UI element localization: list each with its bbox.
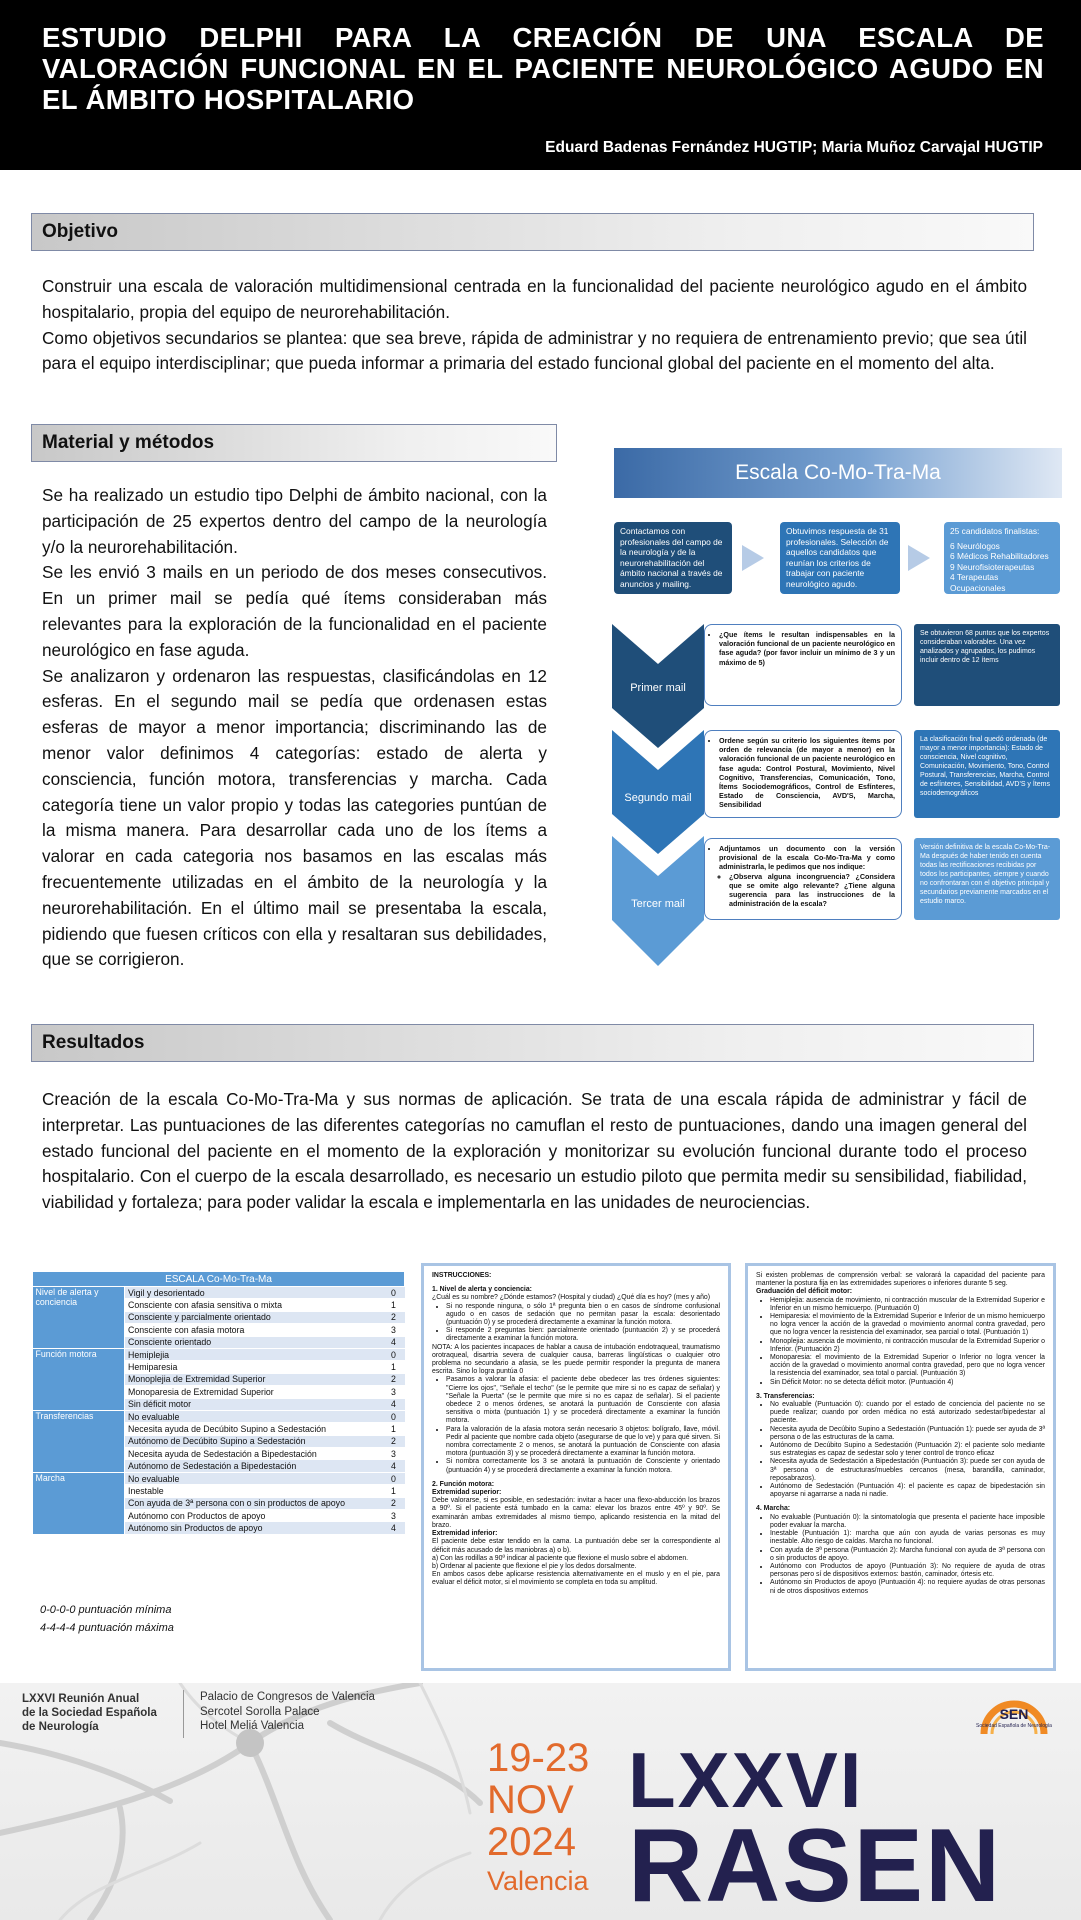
instructions-bullet: • Necesita ayuda de Sedestación a Bipedestación (Puntuación 3): puede ser con ayuda de 3ª persona o de estructuras/muebles cercanos (mesa, barandilla, caminador, reposabrazos). [770,1458,1045,1483]
scale-item: Consciente con afasia motora [125,1324,383,1336]
scale-table-title: ESCALA Co-Mo-Tra-Ma [33,1272,405,1287]
scale-points: 2 [383,1435,405,1447]
instructions-text: ¿Cuál es su nombre? ¿Dónde estamos? (Hospital y ciudad) ¿Qué día es hoy? (mes y año) [432,1294,711,1302]
poster-authors: Eduard Badenas Fernández HUGTIP; Maria Muñoz Carvajal HUGTIP [545,139,1043,156]
min-score-note: 0-0-0-0 puntuación mínima [40,1604,172,1616]
instructions-text: En ambos casos debe aplicarse resistencia alternativamente en el muslo y en el pie, para evaluar el déficit motor, si el movimiento se completa en toda su amplitud. [432,1571,720,1587]
metodos-paragraph-3: Se analizaron y ordenaron las respuestas, clasificándolas en 12 esferas. En el segundo mail se pedía que ordenasen estas esferas de mayor a menor importancia; discriminando las de menor valor definimos 4 categorías: estado de alerta y consciencia, función motora, transferencias y marcha. Cada categoría tiene un valor propio y todas las categories puntúan de la misma manera. Para desarrollar cada uno de los ítems a valorar en cada categoria nos basamos en las escalas más frecuentemente utilizadas en el ámbito de la neurología y la neurorehabilitación. En el último mail se presentaba la escala, pidiendo que fuesen críticos con ella y resaltaran sus debilidades, que se corrigieron. [42,665,547,970]
second-mail-question [704,730,902,818]
third-mail-question [704,838,902,920]
brand-name: RASEN [628,1808,1003,1920]
resultados-paragraph: Creación de la escala Co-Mo-Tra-Ma y sus normas de aplicación. Se trata de una escala rápida de administrar y fácil de interpretar. Las puntuaciones de las diferentes categorías no camuflan el resto de puntuaciones, dando una imagen general del estado funcional del paciente en el momento de la exploración y monitorizar su evolución funcional durante todo el proceso hospitalario. Con el cuerpo de la escala desarrollado, es necesario un estudio piloto que permita medir su sensibilidad, fiabilidad, viabilidad y fortaleza; para poder validar la escala e implementarla en las unidades de neurociencias. [42,1089,1027,1213]
instructions-subtitle: Extremidad superior: [432,1489,502,1497]
instructions-bullet: • Sin Déficit Motor: no se detecta déficit motor. (Puntuación 4) [770,1379,1045,1387]
brand-edition: LXXVI [628,1736,864,1824]
objetivo-paragraph-2: Como objetivos secundarios se plantea: que sea breve, rápida de administrar y no requiera de entrenamiento previo; que sea útil para el equipo interdisciplinar; que pueda informar a primaria del estado funcional global del paciente en el momento del alta. [42,327,1027,374]
instructions-bullet: • Autónomo con Productos de apoyo (Puntuación 3): No requiere de ayuda de otras personas pero sí de dispositivos externos: bastón, caminador, órtesis etc. [770,1563,1045,1579]
third-mail-question-text: • Adjuntamos un documento con la versión provisional de la escala Co-Mo-Tra-Ma y como administrarla, le pedimos que nos indique: [719,844,895,872]
footer-divider [183,1690,184,1738]
first-mail-question-text: • ¿Que ítems le resultan indispensables en la valoración funcional de un paciente neurológico en fase aguda? (por favor incluir un mínimo de 3 y un máximo de 5) [719,630,895,667]
third-mail-label: Tercer mail [631,898,685,910]
scale-points: 4 [383,1336,405,1348]
event-dates-days: 19-23 [487,1736,590,1780]
scale-item: Necesita ayuda de Decúbito Supino a Sedestación [125,1423,383,1435]
arrow-right-icon [908,545,930,571]
instructions-bullet: • Con ayuda de 3ª persona (Puntuación 2): Marcha funcional con ayuda de 3ª persona con o sin productos de apoyo. [770,1547,1045,1563]
meeting-line: de Neurología [22,1721,99,1733]
second-mail-question-text: • Ordene según su criterio los siguientes ítems por orden de relevancia (de mayor a menor) en la valoración funcional de un paciente neurológico en fase aguda: Control Postural, Movimiento, Nivel Cognitivo, Transferencias, Comunicación, Tono, Ítems Sociodemográficos, Control de Esfínteres, Estado de Consciencia, AVD'S, Marcha, Sensibilidad [719,736,895,810]
process-step-contact: Contactamos con profesionales del campo de la neurología y de la neurorehabilitación del ámbito nacional a través de anuncios y mailing. [614,522,732,594]
sen-logo-text: SEN [999,1706,1029,1722]
instructions-bullet: • Si no responde ninguna, o sólo 1ª pregunta bien o en casos de síndrome confusional agudo o en casos de sedación que no permitan pasar la escala: desorientado (puntuación 0) y se procederá directamente a examinar la función motora. [446,1303,720,1328]
first-mail-label: Primer mail [630,682,686,694]
scale-points: 1 [383,1361,405,1373]
instructions-bullet: • Autónomo sin Productos de apoyo (Puntuación 4): no requiere ayudas de otras personas ni de otros dispositivos externos [770,1579,1045,1595]
scale-category: Nivel de alerta y conciencia [33,1287,125,1349]
finalist-group: 4 Terapeutas Ocupacionales [950,572,1006,593]
scale-item: Sin déficit motor [125,1398,383,1410]
instructions-bullet: • Hemiplejia: ausencia de movimiento, ni contracción muscular de la Extremidad Superior e Inferior en un mismo hemicuerpo. (Puntuación 0) [770,1297,1045,1313]
third-mail-answer: Versión definitiva de la escala Co-Mo-Tra-Ma después de haber tenido en cuenta todas las rectificaciones recibidas por todos los participantes, siempre y cuando no confrontaran con el objetivo principal y secundarios previamente marcados en el estudio marco. [914,838,1060,920]
instructions-text: Debe valorarse, si es posible, en sedestación: invitar a hacer una flexo-abducción los brazos a 90º. Si el paciente está tumbado en la cama: elevar los brazos entre 45º y 90º. Se examinarán ambas extremidades al mismo tiempo, aplicando resistencia en la mitad del brazo. [432,1497,720,1529]
scale-points: 1 [383,1423,405,1435]
second-mail-answer: La clasificación final quedó ordenada (de mayor a menor importancia): Estado de consciencia, Nivel cognitivo, Comunicación, Movimiento, Tono, Control Postural, Transferencias, Marcha, Control de esfínteres, Sensibilidad, AVD'S y Ítems sociodemográficos [914,730,1060,818]
instructions-bullet: • No evaluable (Puntuación 0): cuando por el estado de conciencia del paciente no se puede realizar; cuando por orden médica no está autorizado sedestar/bipedestar al paciente. [770,1401,1045,1426]
process-step-finalists [944,522,1060,594]
scale-item: Vigil y desorientado [125,1287,383,1299]
comotrama-scale-table [32,1271,405,1535]
instructions-bullet: • Autónomo de Decúbito Supino a Sedestación (Puntuación 2): el paciente solo mediante sus estrategias es capaz de sedestar solo y tener control de tronco eficaz [770,1442,1045,1458]
instructions-bullet: • Hemiparesia: el movimiento de la Extremidad Superior e Inferior de un mismo hemicuerpo no logra vencer la acción de la gravedad o movimiento anormal contra gravedad, pero que no logra vencer la resistencia del examinador, sea parcial o total. (Puntuación 1) [770,1313,1045,1338]
scale-item: Monoplejia de Extremidad Superior [125,1373,383,1385]
scale-item: No evaluable [125,1410,383,1422]
poster-header [0,0,1081,170]
delphi-process-diagram [612,448,1062,968]
metodos-paragraph-2: Se les envió 3 mails en un periodo de dos meses consecutivos. En un primer mail se pedía qué ítems consideraban más relevantes para la exploración de la funcionalidad en el paciente neurológico en fase aguda. [42,562,547,660]
scale-category: Función motora [33,1348,125,1410]
section-heading-resultados: Resultados [31,1024,1034,1062]
instructions-heading: INSTRUCCIONES: [432,1272,492,1279]
event-dates-year: 2024 [487,1820,576,1864]
instructions-section-title: 4. Marcha: [756,1505,791,1513]
scale-points: 2 [383,1497,405,1509]
scale-item: Necesita ayuda de Sedestación a Bipedestación [125,1448,383,1460]
meeting-line: de la Sociedad Española [22,1707,157,1719]
arrow-right-icon [742,545,764,571]
event-city: Valencia [487,1866,589,1896]
scale-points: 1 [383,1485,405,1497]
section-heading-objetivo: Objetivo [31,213,1034,251]
scale-points: 0 [383,1348,405,1360]
objetivo-paragraph-1: Construir una escala de valoración multidimensional centrada en la funcionalidad del paciente neurológico agudo en el ámbito hospitalario, propia del equipo de neurorehabilitación. [42,276,1027,322]
instructions-section-title: 2. Función motora: [432,1480,495,1488]
first-mail-answer: Se obtuvieron 68 puntos que los expertos consideraban valorables. Una vez analizados y agrupados, los pudimos incluir dentro de 12 ítems [914,624,1060,706]
instructions-panel-left [421,1263,731,1671]
scale-item: Monoparesia de Extremidad Superior [125,1386,383,1398]
third-mail-subquestion: ◦ ¿Observa alguna incongruencia? ¿Considera que se omite algo relevante? ¿Tiene alguna sugerencia para las instrucciones de la administración de la escala? [729,872,895,909]
chevron-third-mail [612,836,710,966]
instructions-text: b) Ordenar al paciente que flexione el pie y los dedos dorsalmente. [432,1562,637,1570]
scale-points: 4 [383,1522,405,1534]
instructions-note: NOTA: A los pacientes incapaces de hablar a causa de intubación endotraqueal, traumatismo orotraqueal, disartria severa de cualquier causa, barreras lingüísticas o cualquier otro problema no secundario a afasia, se les puede permitir responder la pregunta de manera escrita. Sino lo logra puntúa 0 [432,1343,720,1376]
instructions-bullet: • No evaluable (Puntuación 0): la sintomatología que presenta el paciente hace imposible poder evaluar la marcha. [770,1514,1045,1530]
scale-points: 4 [383,1398,405,1410]
scale-item: Inestable [125,1485,383,1497]
max-score-note: 4-4-4-4 puntuación máxima [40,1622,174,1634]
scale-points: 2 [383,1373,405,1385]
instructions-bullet: • Si responde 2 preguntas bien: parcialmente orientado (puntuación 2) y se procederá directamente a examinar la función motora. [446,1327,720,1343]
metodos-text [42,483,547,973]
finalists-title: 25 candidatos finalistas: [950,526,1040,536]
instructions-section-title: 1. Nivel de alerta y conciencia: [432,1286,532,1294]
instructions-text: El paciente debe estar tendido en la cama. La puntuación debe ser la correspondiente al déficit más acusado de las maniobras a) o b). [432,1538,720,1554]
sen-logo-subtitle: Sociedad Española de Neurología [976,1723,1052,1729]
scale-item: Con ayuda de 3ª persona con o sin productos de apoyo [125,1497,383,1509]
scale-points: 2 [383,1311,405,1323]
scale-item: Consciente con afasia sensitiva o mixta [125,1299,383,1311]
instructions-bullet: • Monoparesia: el movimiento de la Extremidad Superior o Inferior no logra vencer la acción de la gravedad o movimiento anormal contra gravedad, pero que no logra vencer la resistencia del examinador, sea total o parcial. (Puntuación 3) [770,1354,1045,1379]
scale-item: Consciente orientado [125,1336,383,1348]
scale-category: Marcha [33,1472,125,1534]
instructions-bullet: • Pasamos a valorar la afasia: el paciente debe obedecer las tres órdenes siguientes: "Cierre los ojos", "Señale el techo" (se le permite que mire si no es capaz de señalar) y "Señale la Puerta" (se le permite que mire si no es capaz de señalar). Si el paciente obedece 2 o menos órdenes, se anotará la puntuación de Consciente con afasia sensitiva o mixta (puntuación 1) y se procederá directamente a examinar la función motora. [446,1376,720,1425]
resultados-text [42,1087,1027,1216]
instructions-bullet: • Autónomo de Sedestación (Puntuación 4): el paciente es capaz de bipedestación sin apoyarse ni agarrarse a nada ni nadie. [770,1483,1045,1499]
instructions-subtitle: Graduación del déficit motor: [756,1288,853,1296]
diagram-title: Escala Co-Mo-Tra-Ma [614,448,1062,498]
scale-points: 1 [383,1299,405,1311]
instructions-panel-right [745,1263,1056,1671]
venue-line: Palacio de Congresos de Valencia [200,1691,375,1703]
venue-line: Hotel Meliá Valencia [200,1720,304,1732]
venue-list [200,1690,375,1734]
scale-item: Autónomo de Sedestación a Bipedestación [125,1460,383,1472]
scale-item: Hemiplejia [125,1348,383,1360]
meeting-line: LXXVI Reunión Anual [22,1693,140,1705]
metodos-paragraph-1: Se ha realizado un estudio tipo Delphi de ámbito nacional, con la participación de 25 expertos dentro del campo de la neurología y/o la neurorehabilitación. [42,485,547,557]
section-heading-metodos: Material y métodos [31,424,557,462]
finalist-group: 6 Neurólogos [950,540,1000,551]
instructions-bullet: • Inestable (Puntuación 1): marcha que aún con ayuda de varias personas es muy inestable. Alto riesgo de caídas. Marcha no funcional. [770,1530,1045,1546]
process-step-selection: Obtuvimos respuesta de 31 profesionales. Selección de aquellos candidatos que reunían los criterios de trabajar con paciente neurológico agudo. [780,522,900,594]
event-dates-month: NOV [487,1778,574,1822]
finalist-group: 6 Médicos Rehabilitadores [950,551,1049,562]
scale-points: 0 [383,1472,405,1484]
scale-item: No evaluable [125,1472,383,1484]
scale-points: 4 [383,1460,405,1472]
scale-item: Consciente y parcialmente orientado [125,1311,383,1323]
objetivo-text [42,274,1027,377]
scale-points: 3 [383,1386,405,1398]
instructions-subtitle: Extremidad inferior: [432,1530,498,1538]
scale-points: 0 [383,1410,405,1422]
score-notes [40,1601,174,1637]
scale-item: Autónomo de Decúbito Supino a Sedestación [125,1435,383,1447]
scale-points: 3 [383,1448,405,1460]
first-mail-question [704,624,902,706]
instructions-bullet: • Monoplejia: ausencia de movimiento, ni contracción muscular de la Extremidad Superior o Inferior. (Puntuación 2) [770,1338,1045,1354]
scale-category: Transferencias [33,1410,125,1472]
scale-points: 0 [383,1287,405,1299]
meeting-name [22,1692,157,1734]
finalist-group: 9 Neurofisioterapeutas [950,561,1035,572]
instructions-bullet: • Necesita ayuda de Decúbito Supino a Sedestación (Puntuación 1): puede ser ayuda de 3ª persona o de las estructuras de la cama. [770,1426,1045,1442]
scale-points: 3 [383,1510,405,1522]
scale-points: 3 [383,1324,405,1336]
instructions-section-title: 3. Transferencias: [756,1392,815,1400]
instructions-text: a) Con las rodillas a 90º indicar al paciente que flexione el muslo sobre el abdomen. [432,1554,689,1562]
instructions-text: Si existen problemas de comprensión verbal: se valorará la capacidad del paciente para mantener la postura fija en las extremidades superiores o inferiores durante 5 seg. [756,1272,1045,1288]
event-dates [487,1737,589,1863]
venue-line: Sercotel Sorolla Palace [200,1705,320,1718]
second-mail-label: Segundo mail [624,792,692,804]
scale-item: Autónomo con Productos de apoyo [125,1510,383,1522]
poster-title: ESTUDIO DELPHI PARA LA CREACIÓN DE UNA ESCALA DE VALORACIÓN FUNCIONAL EN EL PACIENTE NEUROLÓGICO AGUDO EN EL ÁMBITO HOSPITALARIO [42,22,1044,115]
scale-item: Autónomo sin Productos de apoyo [125,1522,383,1534]
scale-item: Hemiparesia [125,1361,383,1373]
instructions-bullet: • Si nombra correctamente los 3 se anotará la puntuación de Consciente y orientado (puntuación 4) y se procederá directamente a examinar la función motora. [446,1458,720,1474]
instructions-bullet: • Para la valoración de la afasia motora serán necesario 3 objetos: bolígrafo, llave, móvil. Pedir al paciente que nombre cada objeto (asegurarse de que lo ve) y para qué sirven. Si nombra correctamente 2 o menos, se anotará la puntuación de Consciente con afasia motora (puntuación 3) y se procederá directamente a examinar la función motora. [446,1426,720,1459]
